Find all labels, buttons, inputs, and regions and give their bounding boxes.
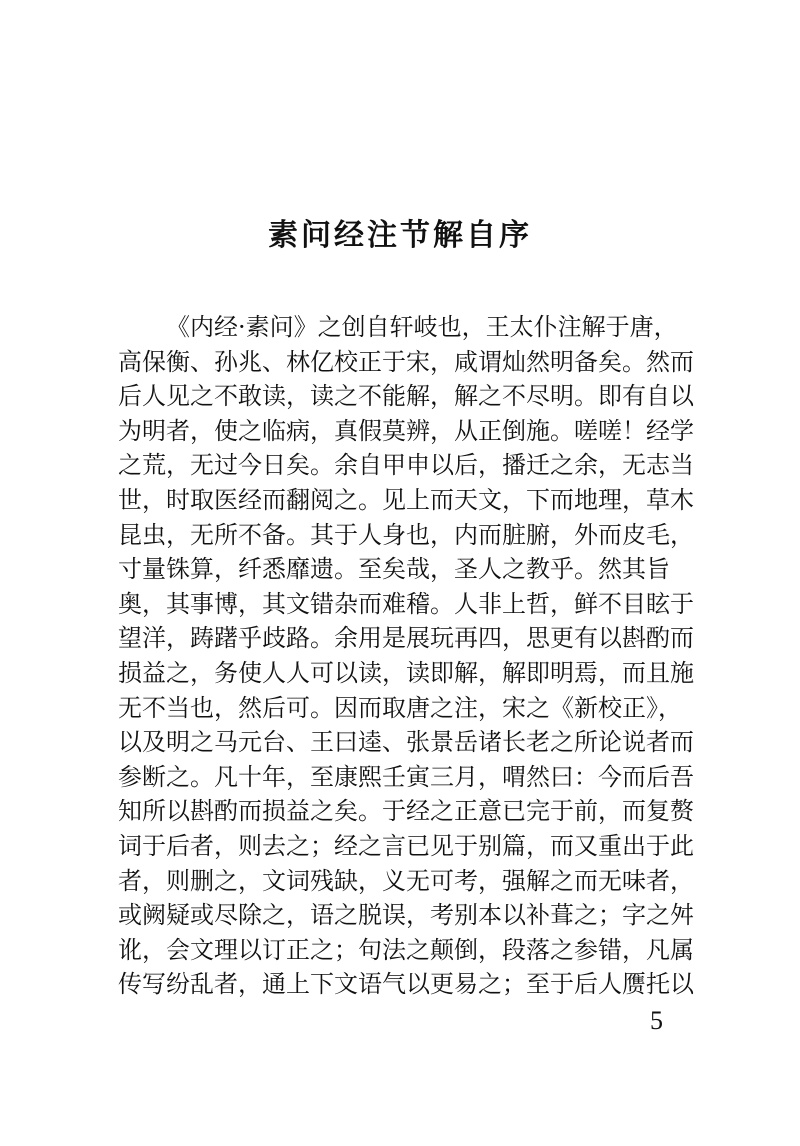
text-line: 为明者，使之临病，真假莫辨，从正倒施。嗟嗟！经学 bbox=[118, 416, 694, 445]
text-line: 知所以斟酌而损益之矣。于经之正意已完于前，而复赘 bbox=[118, 797, 694, 826]
text-line: 《内经·素问》之创自轩岐也，王太仆注解于唐， bbox=[166, 313, 678, 341]
text-line: 以及明之马元台、王曰逵、张景岳诸长老之所论说者而 bbox=[118, 728, 694, 757]
page-title: 素问经注节解自序 bbox=[268, 218, 532, 253]
text-line: 望洋，踌躇乎歧路。余用是展玩再四，思更有以斟酌而 bbox=[118, 624, 694, 653]
text-line: 讹，会文理以订正之；句法之颠倒，段落之参错，凡属 bbox=[118, 935, 694, 964]
text-line: 昆虫，无所不备。其于人身也，内而脏腑，外而皮毛， bbox=[118, 520, 694, 549]
text-line: 之荒，无过今日矣。余自甲申以后，播迁之余，无志当 bbox=[118, 451, 694, 480]
text-line: 损益之，务使人人可以读，读即解，解即明焉，而且施 bbox=[118, 658, 694, 687]
text-line: 参断之。凡十年，至康熙壬寅三月，喟然曰：今而后吾 bbox=[118, 762, 694, 791]
text-line: 后人见之不敢读，读之不能解，解之不尽明。即有自以 bbox=[118, 382, 694, 411]
text-line: 无不当也，然后可。因而取唐之注，宋之《新校正》， bbox=[118, 693, 682, 722]
text-line: 奥，其事博，其文错杂而难稽。人非上哲，鲜不目眩于 bbox=[118, 589, 694, 618]
text-line: 寸量铢算，纤悉靡遗。至矣哉，圣人之教乎。然其旨 bbox=[118, 555, 670, 584]
body-text bbox=[118, 310, 696, 1002]
text-line: 词于后者，则去之；经之言已见于别篇，而又重出于此 bbox=[118, 831, 694, 860]
text-line: 传写纷乱者，通上下文语气以更易之；至于后人赝托以 bbox=[118, 970, 694, 999]
text-line: 或阙疑或尽除之，语之脱误，考别本以补葺之；字之舛 bbox=[118, 901, 694, 930]
page-number: 5 bbox=[650, 1006, 663, 1035]
text-line: 者，则删之，文词残缺，义无可考，强解之而无味者， bbox=[118, 866, 694, 895]
text-line: 高保衡、孙兆、林亿校正于宋，咸谓灿然明备矣。然而 bbox=[118, 347, 694, 376]
text-line: 世，时取医经而翻阅之。见上而天文，下而地理，草木 bbox=[118, 485, 694, 514]
